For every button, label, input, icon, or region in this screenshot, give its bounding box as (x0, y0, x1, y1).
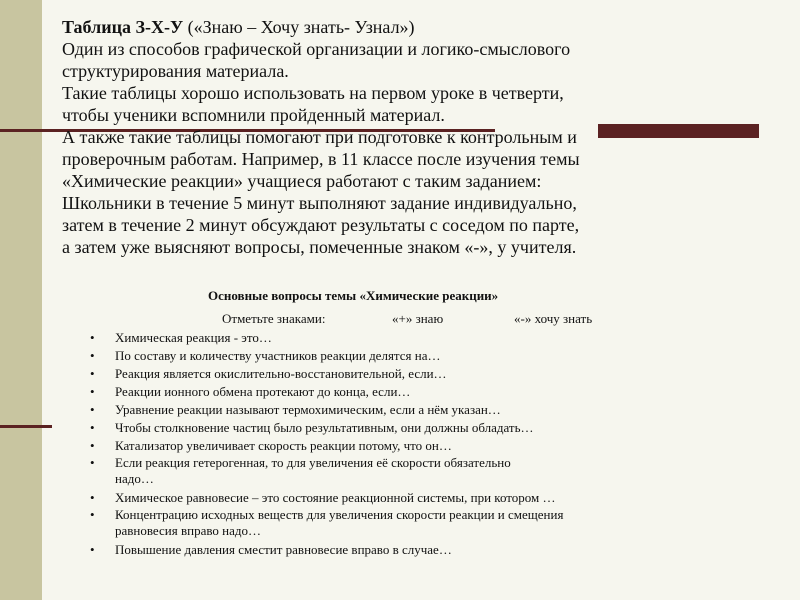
paragraph-line: Такие таблицы хорошо использовать на первом уроке в четверти, (62, 83, 564, 103)
question-item (88, 455, 668, 487)
question-item (88, 365, 668, 383)
paragraph-line: чтобы ученики вспомнили пройденный материал. (62, 105, 445, 125)
slide-title-bold: Таблица З-Х-У (62, 17, 184, 37)
decorative-side-bar (0, 0, 42, 600)
question-text: Если реакция гетерогенная, то для увеличения её скорости обязательно (115, 455, 511, 470)
question-item (88, 347, 668, 365)
question-text: Реакции ионного обмена протекают до конца, если… (115, 384, 411, 399)
worksheet-heading: Основные вопросы темы «Химические реакции» (208, 288, 499, 303)
question-text: Катализатор увеличивает скорость реакции потому, что он… (115, 438, 452, 453)
question-list (88, 329, 668, 559)
question-item (88, 329, 668, 347)
question-text: Концентрацию исходных веществ для увеличения скорости реакции и смещения (115, 507, 564, 522)
question-text: Уравнение реакции называют термохимическим, если а нём указан… (115, 402, 501, 417)
question-text: Чтобы столкновение частиц было результативным, они должны обладать… (115, 420, 534, 435)
question-text: надо… (115, 471, 154, 486)
slide-title (62, 16, 782, 38)
question-text: Повышение давления сместит равновесие вправо в случае… (115, 542, 452, 557)
paragraph-line: структурирования материала. (62, 61, 289, 81)
question-text: Химическая реакция - это… (115, 330, 272, 345)
question-item (88, 541, 668, 559)
mark-instruction-label: Отметьте знаками: (222, 311, 326, 326)
question-text: Химическое равновесие – это состояние реакционной системы, при котором … (115, 490, 556, 505)
mark-minus-legend: «-» хочу знать (514, 311, 593, 326)
question-item (88, 489, 668, 507)
mark-plus-legend: «+» знаю (392, 311, 444, 326)
paragraph-line: а затем уже выясняют вопросы, помеченные знаком «-», у учителя. (62, 237, 577, 257)
slide-text-block (62, 16, 782, 258)
question-text: Реакция является окислительно-восстановительной, если… (115, 366, 447, 381)
question-item (88, 383, 668, 401)
paragraph-line: «Химические реакции» учащиеся работают с таким заданием: (62, 171, 542, 191)
paragraph-line: А также такие таблицы помогают при подготовке к контрольным и (62, 127, 577, 147)
paragraph-line: Один из способов графической организации и логико-смыслового (62, 39, 571, 59)
question-item (88, 507, 668, 539)
question-text: По составу и количеству участников реакции делятся на… (115, 348, 441, 363)
question-item (88, 419, 668, 437)
question-text: равновесия вправо надо… (115, 523, 261, 538)
paragraph-line: затем в течение 2 минут обсуждают результаты с соседом по парте, (62, 215, 580, 235)
question-item (88, 401, 668, 419)
paragraph-line: проверочным работам. Например, в 11 классе после изучения темы (62, 149, 580, 169)
paragraph-line: Школьники в течение 5 минут выполняют задание индивидуально, (62, 193, 577, 213)
question-item (88, 437, 668, 455)
decorative-rule-bottom (0, 425, 52, 428)
slide-title-rest: («Знаю – Хочу знать- Узнал») (183, 17, 415, 37)
